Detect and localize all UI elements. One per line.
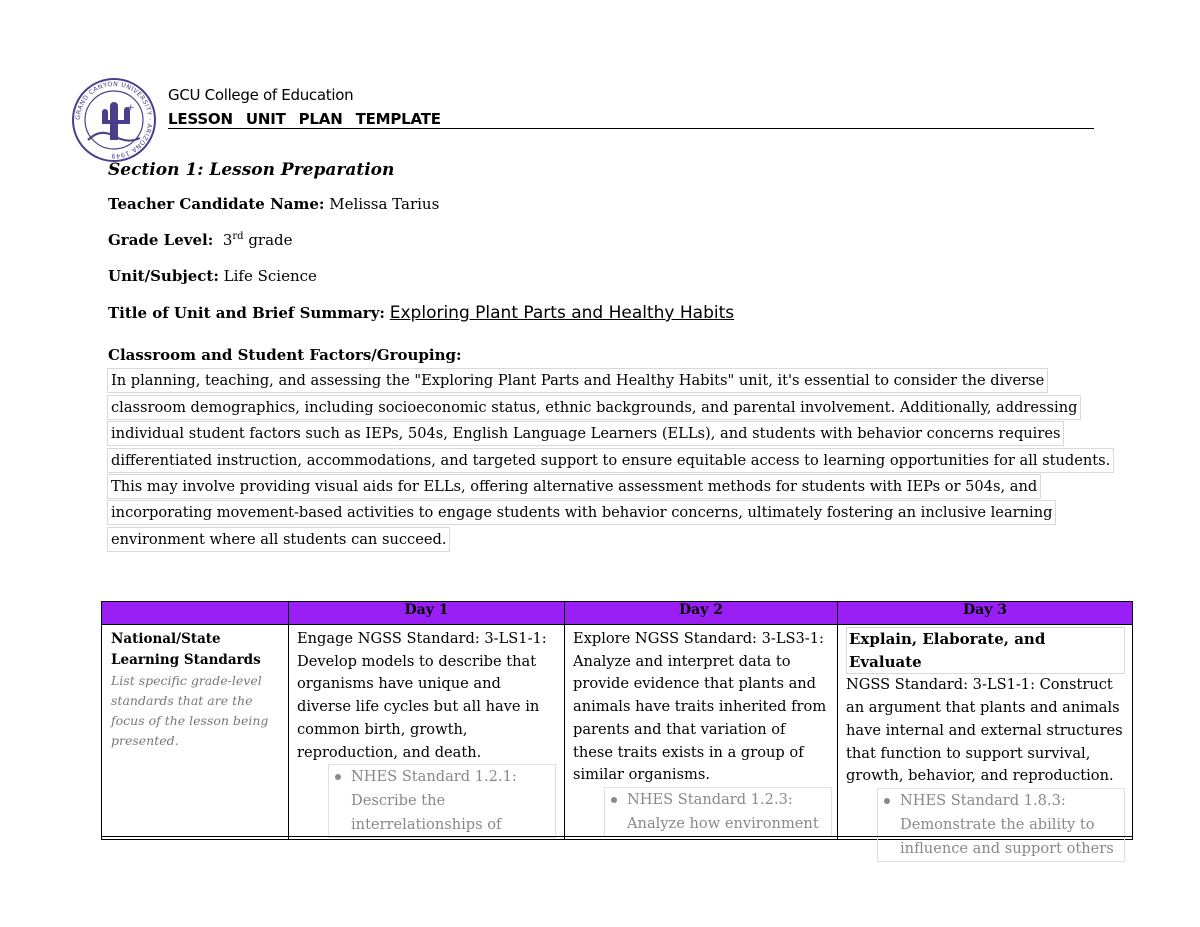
paragraph-line: classroom demographics, including socioeconomic status, ethnic backgrounds, and parental involvement. Additionally, addressing [107, 395, 1081, 420]
summary-field [108, 303, 734, 323]
unit-field [108, 267, 317, 285]
seal-text: GRAND CANYON UNIVERSITY · ARIZONA 1949 [74, 80, 154, 160]
paragraph-line: differentiated instruction, accommodations, and targeted support to ensure equitable access to learning opportunities for all students. [107, 448, 1114, 473]
classroom-paragraph [107, 367, 1111, 552]
teacher-field [108, 195, 439, 213]
summary-value: Exploring Plant Parts and Healthy Habits [389, 303, 735, 323]
teacher-value: Melissa Tarius [329, 195, 440, 213]
paragraph-line: In planning, teaching, and assessing the "Exploring Plant Parts and Healthy Habits" unit, it's essential to consider the diverse [107, 368, 1048, 393]
day3-title: Explain, Elaborate, and Evaluate [846, 627, 1125, 674]
unit-label: Unit/Subject: [108, 267, 219, 285]
paragraph-line: environment where all students can succeed. [107, 527, 450, 552]
paragraph-line: incorporating movement-based activities to engage students with behavior concerns, ultimately fostering an inclusive learning [107, 500, 1056, 525]
grade-value-text: grade [243, 231, 293, 249]
lesson-plan-table [101, 601, 1133, 857]
standards-hint: List specific grade-level standards that are the focus of the lesson being presented. [111, 673, 269, 748]
section-title: Section 1: Lesson Preparation [108, 160, 395, 180]
table-header-row [102, 602, 1133, 625]
teacher-label: Teacher Candidate Name: [108, 195, 325, 213]
grade-value-number: 3 [222, 231, 233, 249]
template-title: LESSON UNIT PLAN TEMPLATE [168, 110, 441, 128]
header-cell-day3: Day 3 [838, 602, 1133, 625]
classroom-label: Classroom and Student Factors/Grouping: [108, 346, 462, 364]
standards-cell [102, 625, 289, 840]
header-cell-day1: Day 1 [289, 602, 565, 625]
summary-label: Title of Unit and Brief Summary: [108, 304, 385, 322]
day1-text: Engage NGSS Standard: 3-LS1-1: Develop models to describe that organisms have unique and diverse life cycles but all have in common birth, growth, reproduction, and death. [297, 630, 547, 761]
grade-value-suffix: rd [232, 231, 244, 242]
day3-text: NGSS Standard: 3-LS1-1: Construct an argument that plants and animals have internal and external structures that function to support survival, growth, behavior, and reproduction. [846, 676, 1123, 785]
day1-cell [289, 625, 565, 840]
day3-cell [838, 625, 1133, 857]
day1-bullet: NHES Standard 1.2.1: Describe the interrelationships of [328, 764, 556, 838]
paragraph-line: This may involve providing visual aids for ELLs, offering alternative assessment methods for students with IEPs or 504s, and [107, 474, 1041, 499]
standards-label: National/State Learning Standards [111, 631, 261, 668]
day2-text: Explore NGSS Standard: 3-LS3-1: Analyze and interpret data to provide evidence that plants and animals have traits inherited from parents and that variation of these traits exists in a group of similar organisms. [573, 630, 827, 784]
paragraph-line: individual student factors such as IEPs, 504s, English Language Learners (ELLs), and students with behavior concerns requires [107, 421, 1064, 446]
day3-bullet: NHES Standard 1.8.3: Demonstrate the ability to influence and support others [877, 788, 1125, 862]
grade-label: Grade Level: [108, 231, 214, 249]
day2-bullet: NHES Standard 1.2.3: Analyze how environment [604, 787, 832, 837]
table-row [102, 625, 1133, 840]
header-cell-day2: Day 2 [565, 602, 838, 625]
day2-cell [565, 625, 838, 840]
svg-text:+: + [127, 103, 135, 113]
header-rule [168, 128, 1094, 129]
institution-name: GCU College of Education [168, 86, 354, 104]
table-bottom-rule [101, 836, 1132, 837]
university-seal [70, 76, 158, 164]
header-cell-empty [102, 602, 289, 625]
unit-value: Life Science [223, 267, 317, 285]
grade-field [108, 231, 293, 249]
